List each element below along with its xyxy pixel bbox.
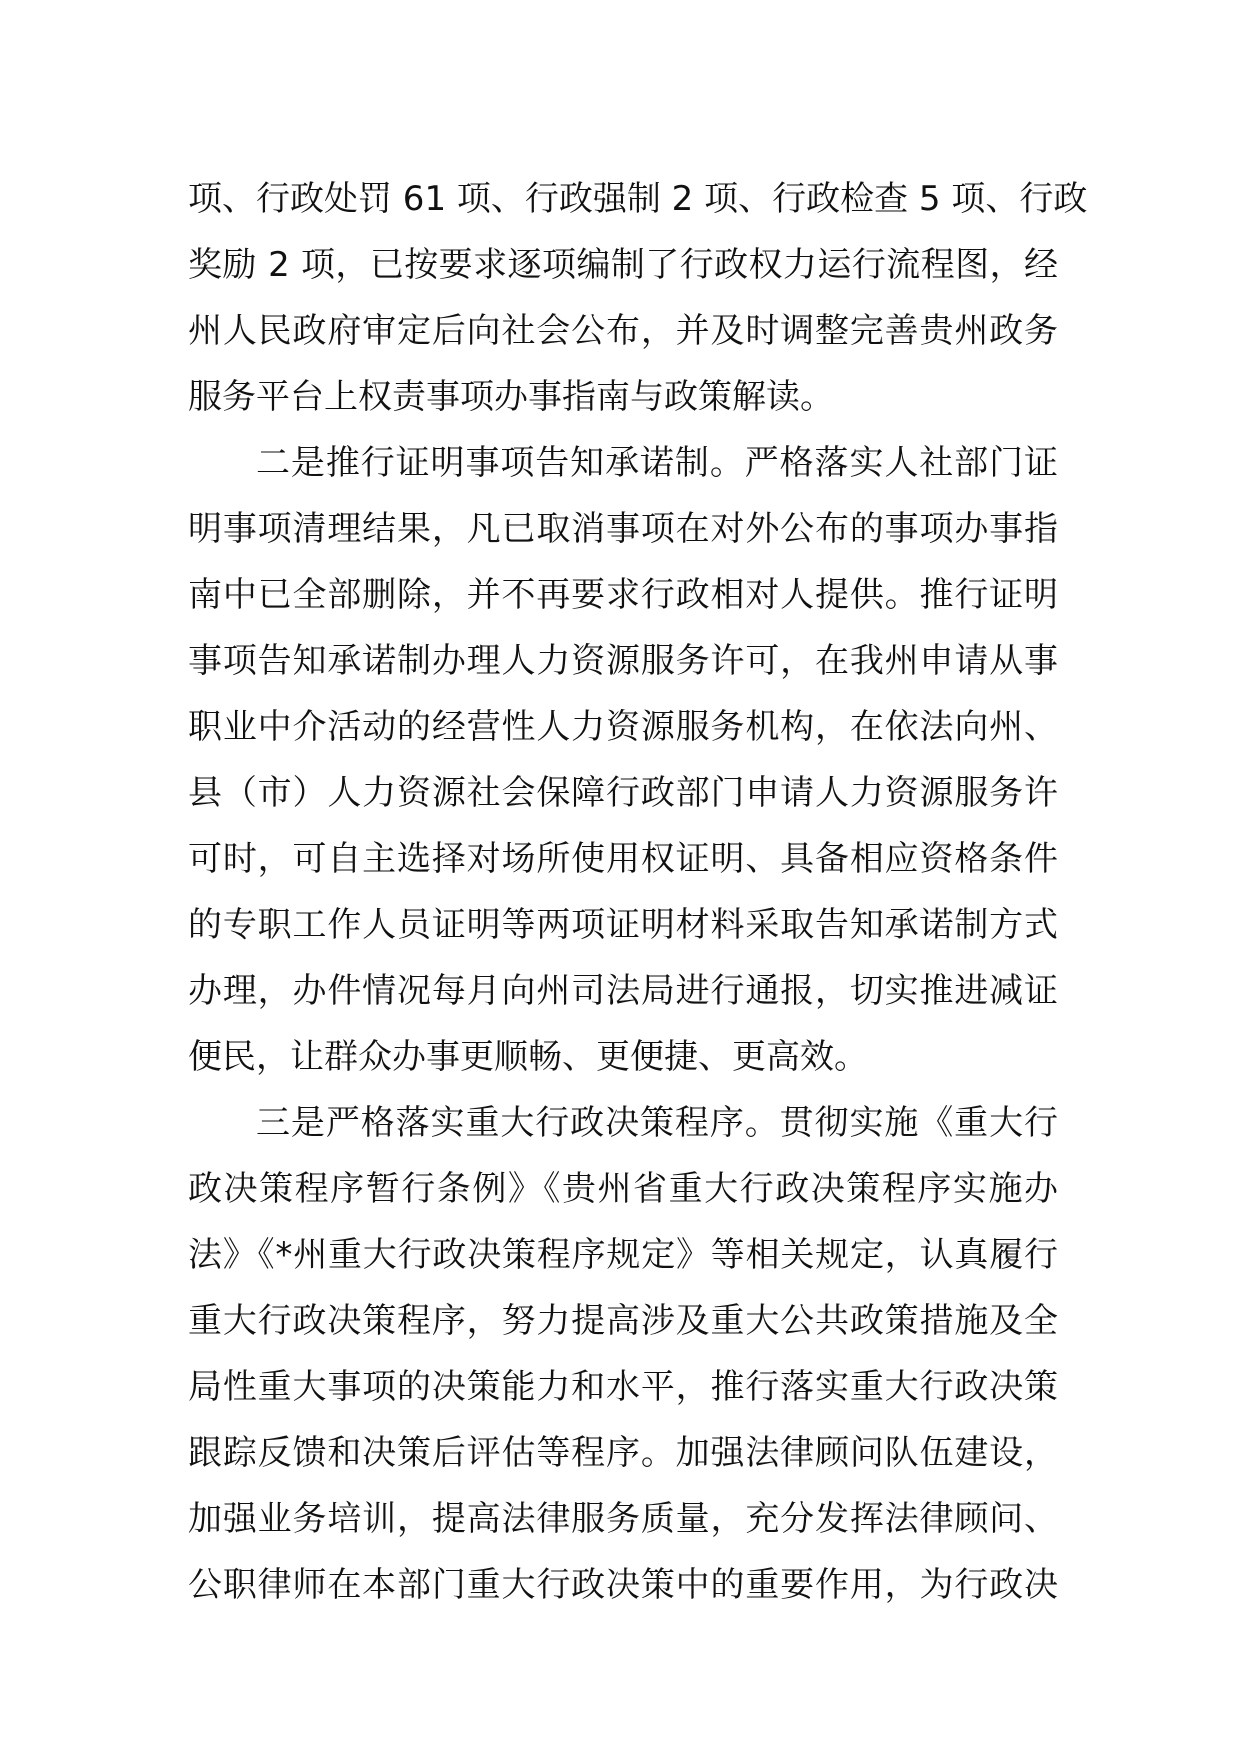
text-line: 州人民政府审定后向社会公布，并及时调整完善贵州政务 — [188, 311, 1058, 351]
text-line: 可时，可自主选择对场所使用权证明、具备相应资格条件 — [188, 839, 1058, 879]
paragraph-start-line: 三是严格落实重大行政决策程序。贯彻实施《重大行 — [256, 1103, 1058, 1143]
text-line: 政决策程序暂行条例》《贵州省重大行政决策程序实施办 — [188, 1169, 1058, 1209]
text-line: 项、行政处罚 61 项、行政强制 2 项、行政检查 5 项、行政 — [188, 179, 1088, 219]
document-page — [188, 166, 1088, 1618]
text-line: 便民，让群众办事更顺畅、更便捷、更高效。 — [188, 1037, 868, 1077]
text-line: 加强业务培训，提高法律服务质量，充分发挥法律顾问、 — [188, 1499, 1058, 1539]
text-line: 事项告知承诺制办理人力资源服务许可，在我州申请从事 — [188, 641, 1058, 681]
text-line: 服务平台上权责事项办事指南与政策解读。 — [188, 377, 834, 417]
text-line: 办理，办件情况每月向州司法局进行通报，切实推进减证 — [188, 971, 1058, 1011]
text-line: 职业中介活动的经营性人力资源服务机构，在依法向州、 — [188, 707, 1058, 747]
text-line: 法》《*州重大行政决策程序规定》等相关规定，认真履行 — [188, 1235, 1058, 1275]
text-line: 公职律师在本部门重大行政决策中的重要作用，为行政决 — [188, 1565, 1058, 1605]
paragraph-start-line: 二是推行证明事项告知承诺制。严格落实人社部门证 — [256, 443, 1058, 483]
text-line: 奖励 2 项，已按要求逐项编制了行政权力运行流程图，经 — [188, 245, 1058, 285]
text-line: 跟踪反馈和决策后评估等程序。加强法律顾问队伍建设， — [188, 1433, 1058, 1473]
text-line: 的专职工作人员证明等两项证明材料采取告知承诺制方式 — [188, 905, 1058, 945]
text-line: 县（市）人力资源社会保障行政部门申请人力资源服务许 — [188, 773, 1058, 813]
text-line: 局性重大事项的决策能力和水平，推行落实重大行政决策 — [188, 1367, 1058, 1407]
text-line: 明事项清理结果，凡已取消事项在对外公布的事项办事指 — [188, 509, 1058, 549]
text-line: 重大行政决策程序，努力提高涉及重大公共政策措施及全 — [188, 1301, 1058, 1341]
text-line: 南中已全部删除，并不再要求行政相对人提供。推行证明 — [188, 575, 1058, 615]
